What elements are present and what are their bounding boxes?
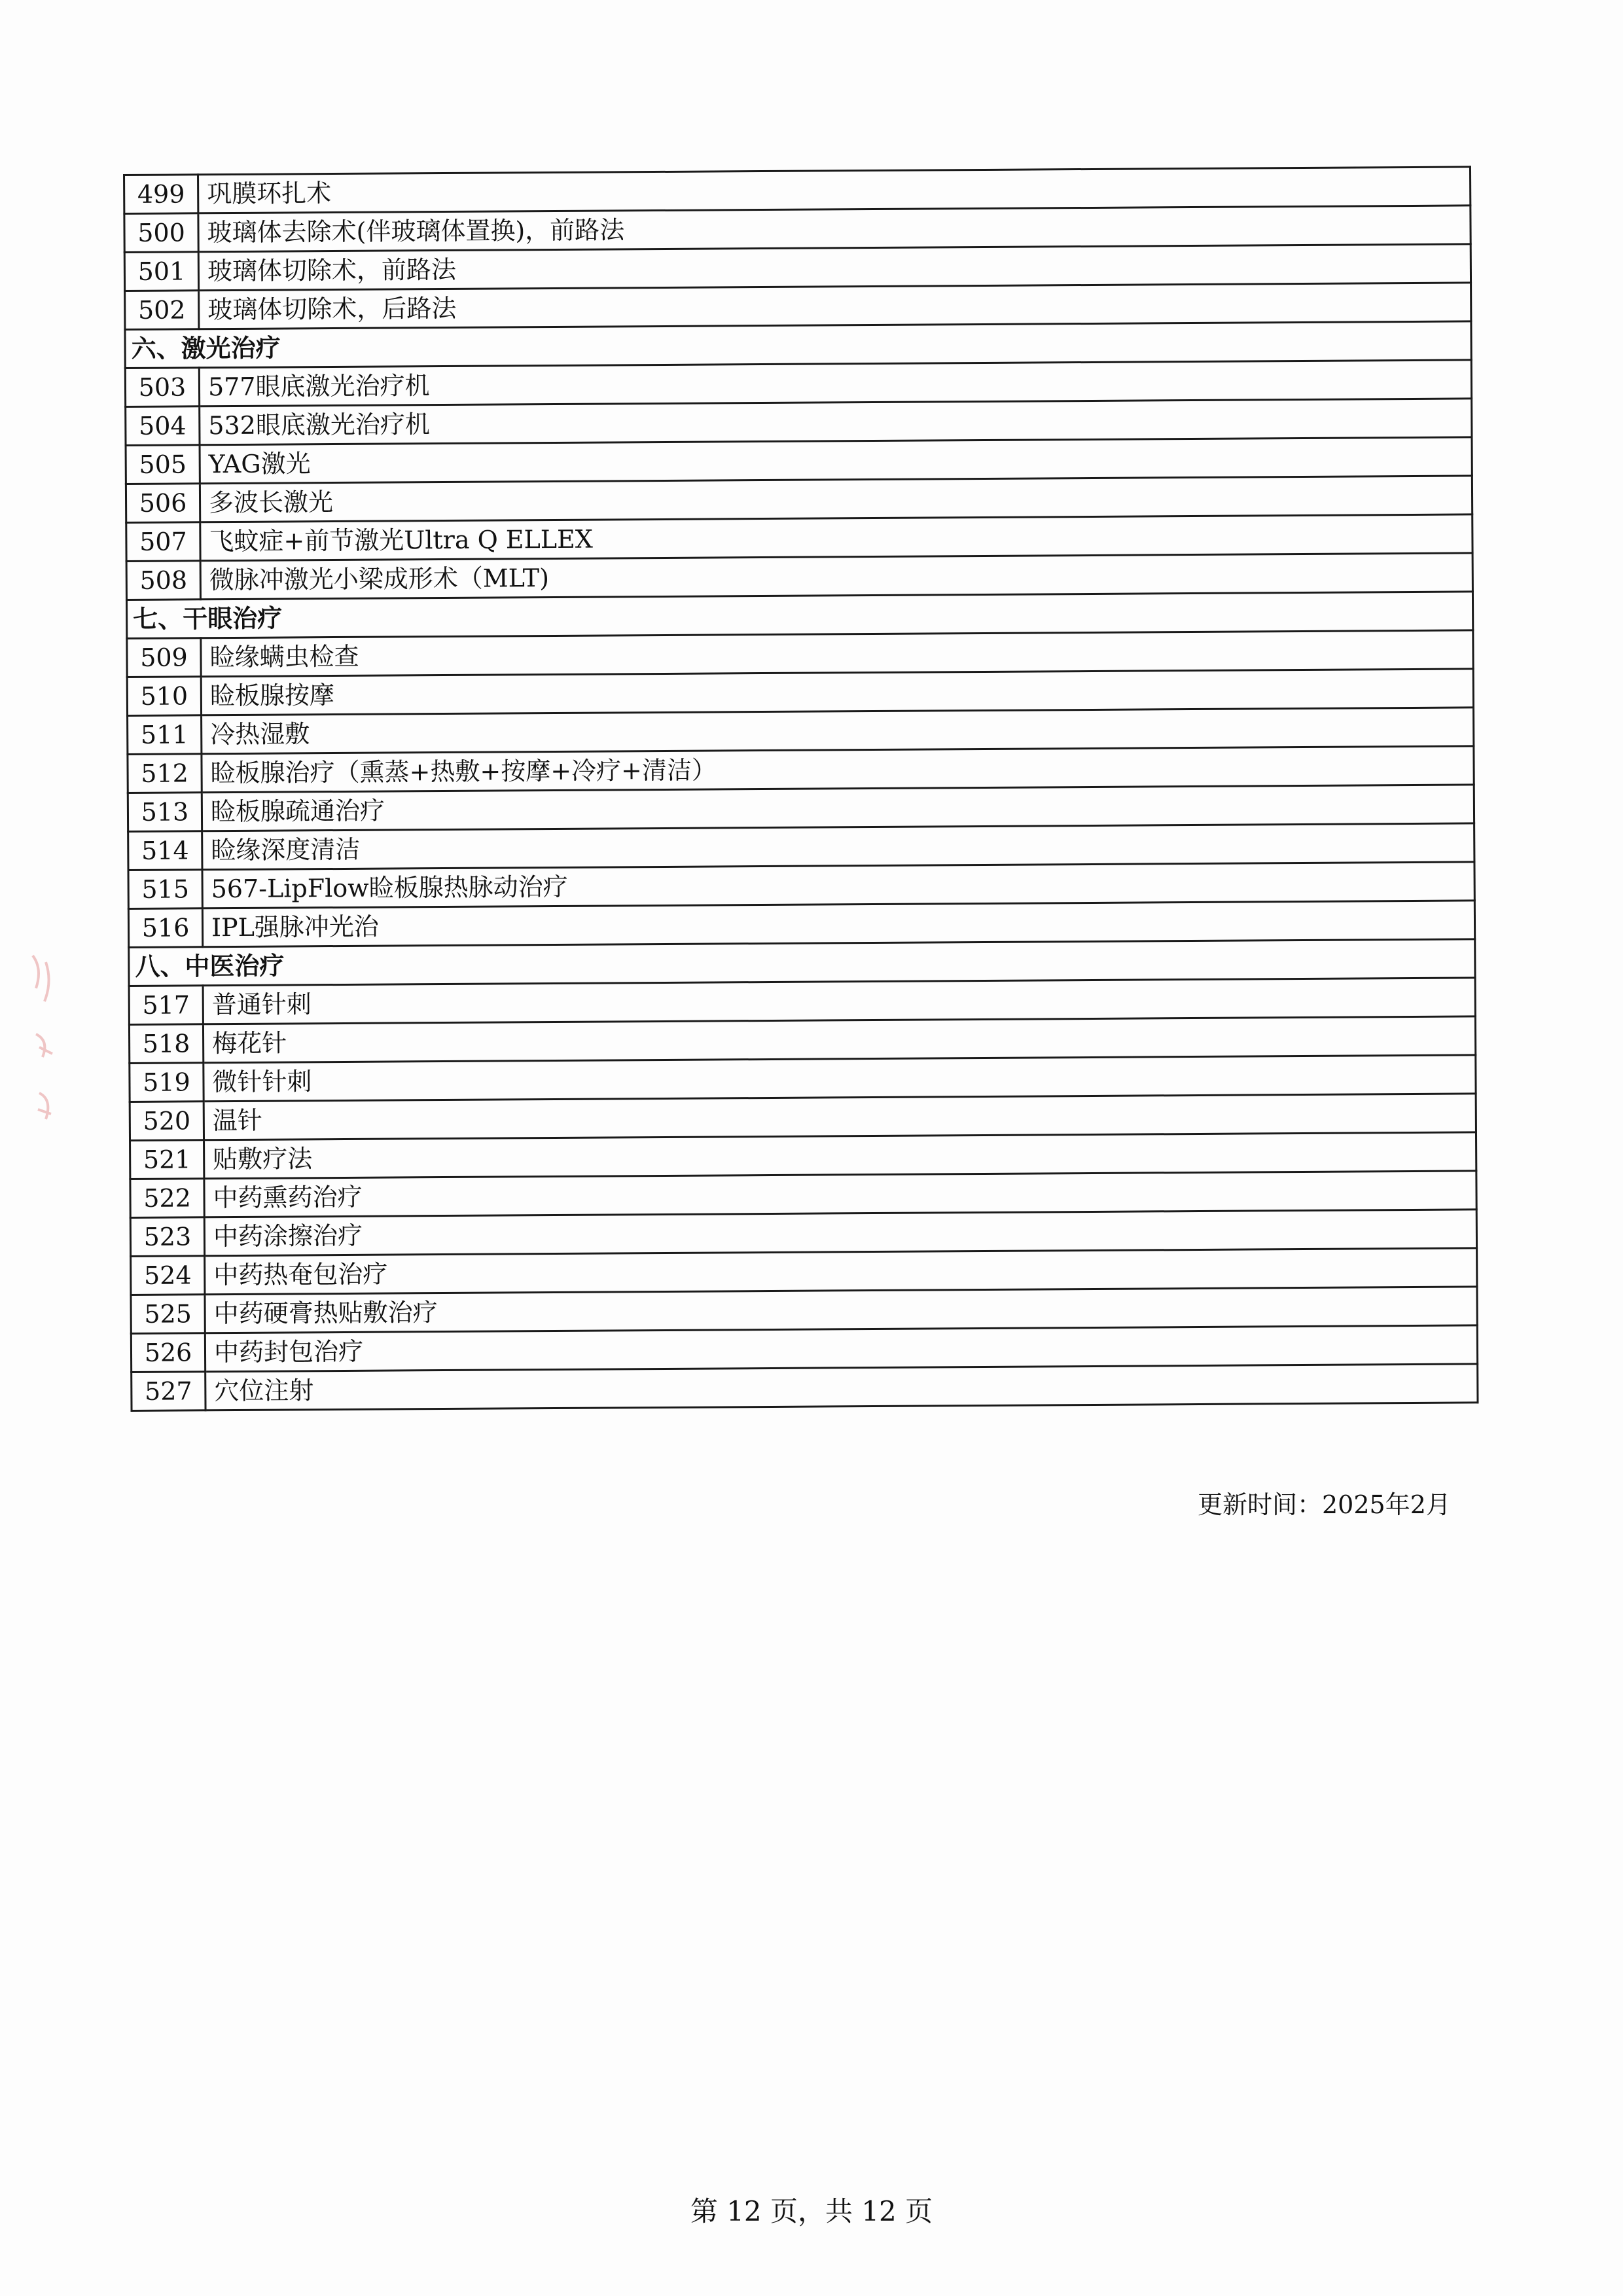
item-name: 567-LipFlow睑板腺热脉动治疗: [202, 862, 1474, 908]
item-number: 510: [127, 677, 201, 716]
item-number: 505: [126, 445, 200, 484]
item-name: 玻璃体切除术，前路法: [198, 244, 1471, 291]
item-name: 贴敷疗法: [204, 1132, 1476, 1179]
table-row: [132, 1364, 1478, 1411]
procedure-table-body: [124, 167, 1478, 1411]
item-number: 520: [130, 1102, 204, 1141]
item-name: 532眼底激光治疗机: [200, 399, 1472, 445]
item-name: 飞蚊症+前节激光Ultra Q ELLEX: [200, 514, 1472, 561]
item-number: 507: [126, 522, 200, 562]
section-title: 六、激光治疗: [125, 321, 1471, 368]
item-number: 526: [131, 1333, 205, 1372]
procedure-table: [123, 166, 1479, 1412]
partial-stamp-mark: [20, 942, 65, 1139]
item-number: 519: [130, 1063, 204, 1102]
item-name: 梅花针: [203, 1016, 1475, 1063]
item-name: 中药涂擦治疗: [204, 1210, 1476, 1256]
item-name: 睑缘螨虫检查: [201, 630, 1473, 677]
item-number: 524: [131, 1256, 205, 1295]
item-name: 温针: [204, 1094, 1476, 1140]
item-name: 中药硬膏热贴敷治疗: [205, 1287, 1477, 1333]
item-number: 511: [128, 715, 202, 755]
item-name: 穴位注射: [205, 1364, 1478, 1410]
item-name: 睑板腺疏通治疗: [202, 785, 1474, 831]
page-number-footer: 第 12 页，共 12 页: [690, 2195, 933, 2227]
item-name: 睑板腺按摩: [201, 669, 1473, 715]
item-name: 微脉冲激光小梁成形术（MLT): [200, 553, 1472, 600]
item-name: 玻璃体切除术，后路法: [199, 283, 1471, 329]
item-number: 514: [128, 831, 202, 870]
item-name: 普通针刺: [203, 978, 1475, 1024]
item-name: 微针针刺: [204, 1055, 1476, 1102]
item-number: 509: [127, 638, 201, 677]
item-number: 521: [130, 1140, 204, 1179]
item-name: 玻璃体去除术(伴玻璃体置换)，前路法: [198, 206, 1471, 252]
item-name: 中药熏药治疗: [204, 1171, 1476, 1217]
item-name: 巩膜环扎术: [198, 167, 1471, 213]
item-number: 525: [131, 1295, 205, 1334]
item-number: 506: [126, 484, 200, 523]
item-name: 中药热奄包治疗: [205, 1248, 1477, 1295]
item-number: 513: [128, 793, 202, 832]
item-number: 503: [125, 368, 199, 407]
item-number: 523: [130, 1217, 204, 1257]
item-number: 516: [128, 908, 202, 948]
item-name: 睑板腺治疗（熏蒸+热敷+按摩+冷疗+清洁）: [202, 746, 1474, 793]
item-number: 512: [128, 754, 202, 793]
item-number: 508: [126, 561, 200, 600]
item-number: 500: [124, 213, 198, 253]
item-number: 501: [124, 252, 198, 291]
item-name: IPL强脉冲光治: [202, 901, 1474, 947]
section-title: 七、干眼治疗: [126, 592, 1472, 639]
item-number: 499: [124, 175, 198, 214]
item-number: 522: [130, 1179, 204, 1218]
item-name: 577眼底激光治疗机: [199, 360, 1471, 406]
item-name: 冷热湿敷: [202, 708, 1474, 754]
item-number: 527: [132, 1372, 205, 1411]
item-number: 502: [125, 291, 199, 330]
item-number: 515: [128, 870, 202, 909]
item-number: 517: [129, 986, 203, 1025]
section-title: 八、中医治疗: [129, 939, 1475, 986]
item-name: YAG激光: [200, 437, 1472, 484]
item-number: 504: [126, 406, 200, 446]
item-number: 518: [129, 1024, 203, 1064]
update-time-note: 更新时间：2025年2月: [1198, 1490, 1451, 1519]
item-name: 多波长激光: [200, 476, 1472, 522]
item-name: 中药封包治疗: [205, 1325, 1477, 1372]
item-name: 睑缘深度清洁: [202, 823, 1474, 870]
